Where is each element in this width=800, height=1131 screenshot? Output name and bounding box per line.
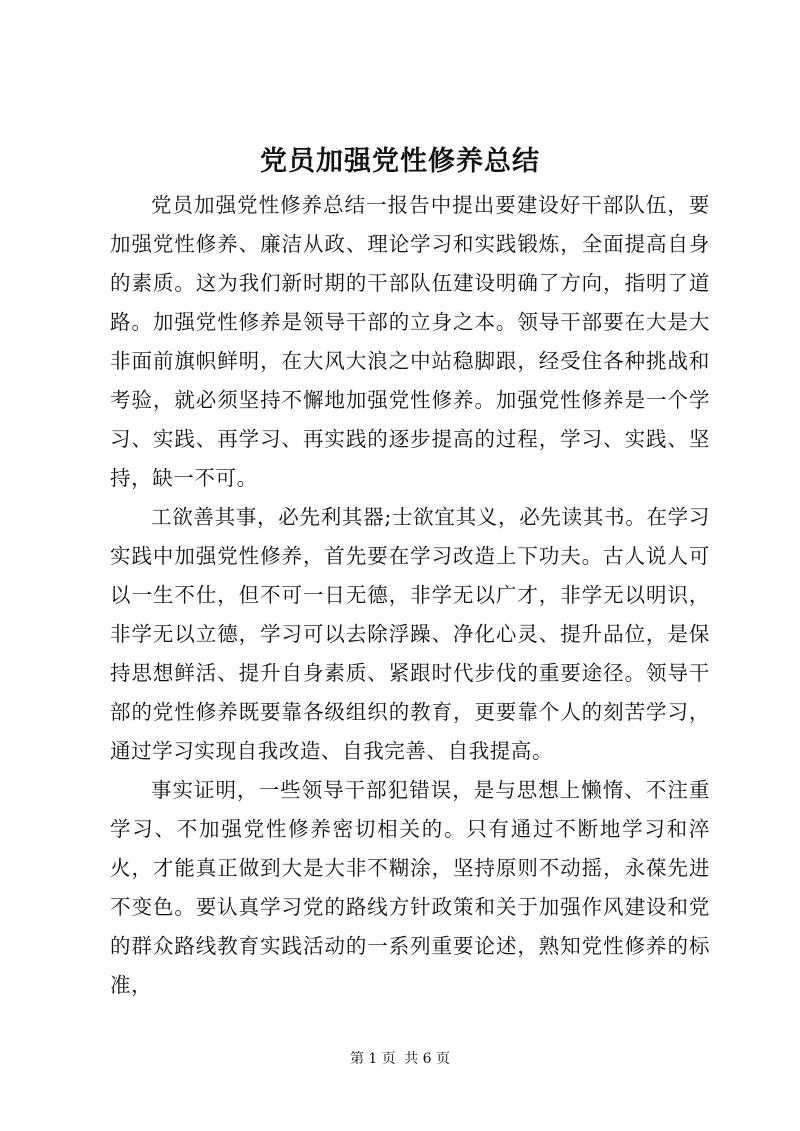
page-footer — [0, 1049, 800, 1069]
paragraph-3: 事实证明，一些领导干部犯错误，是与思想上懒惰、不注重学习、不加强党性修养密切相关的。只有通过不断地学习和淬火，才能真正做到大是大非不糊涂，坚持原则不动摇，永葆先进不变色。要认真学习党的路线方针政策和关于加强作风建设和党的群众路线教育实践活动的一系列重要论述，熟知党性修养的标准， — [110, 778, 710, 997]
paragraph-1: 党员加强党性修养总结一报告中提出要建设好干部队伍，要加强党性修养、廉洁从政、理论学习和实践锻炼，全面提高自身的素质。这为我们新时期的干部队伍建设明确了方向，指明了道路。加强党性修养是领导干部的立身之本。领导干部要在大是大非面前旗帜鲜明，在大风大浪之中站稳脚跟，经受住各种挑战和考验，就必须坚持不懈地加强党性修养。加强党性修养是一个学习、实践、再学习、再实践的逐步提高的过程，学习、实践、坚持，缺一不可。 — [110, 193, 710, 490]
document-body — [110, 186, 710, 1005]
page-number: 第 1 页 — [349, 1051, 396, 1067]
document-title: 党员加强党性修养总结 — [260, 146, 540, 177]
paragraph-2: 工欲善其事，必先利其器;士欲宜其义，必先读其书。在学习实践中加强党性修养，首先要在学习改造上下功夫。古人说人可以一生不仕，但不可一日无德，非学无以广才，非学无以明识，非学无以立德，学习可以去除浮躁、净化心灵、提升品位，是保持思想鲜活、提升自身素质、紧跟时代步伐的重要途径。领导干部的党性修养既要靠各级组织的教育，更要靠个人的刻苦学习，通过学习实现自我改造、自我完善、自我提高。 — [110, 505, 710, 763]
page-total: 共 6 页 — [404, 1051, 451, 1067]
